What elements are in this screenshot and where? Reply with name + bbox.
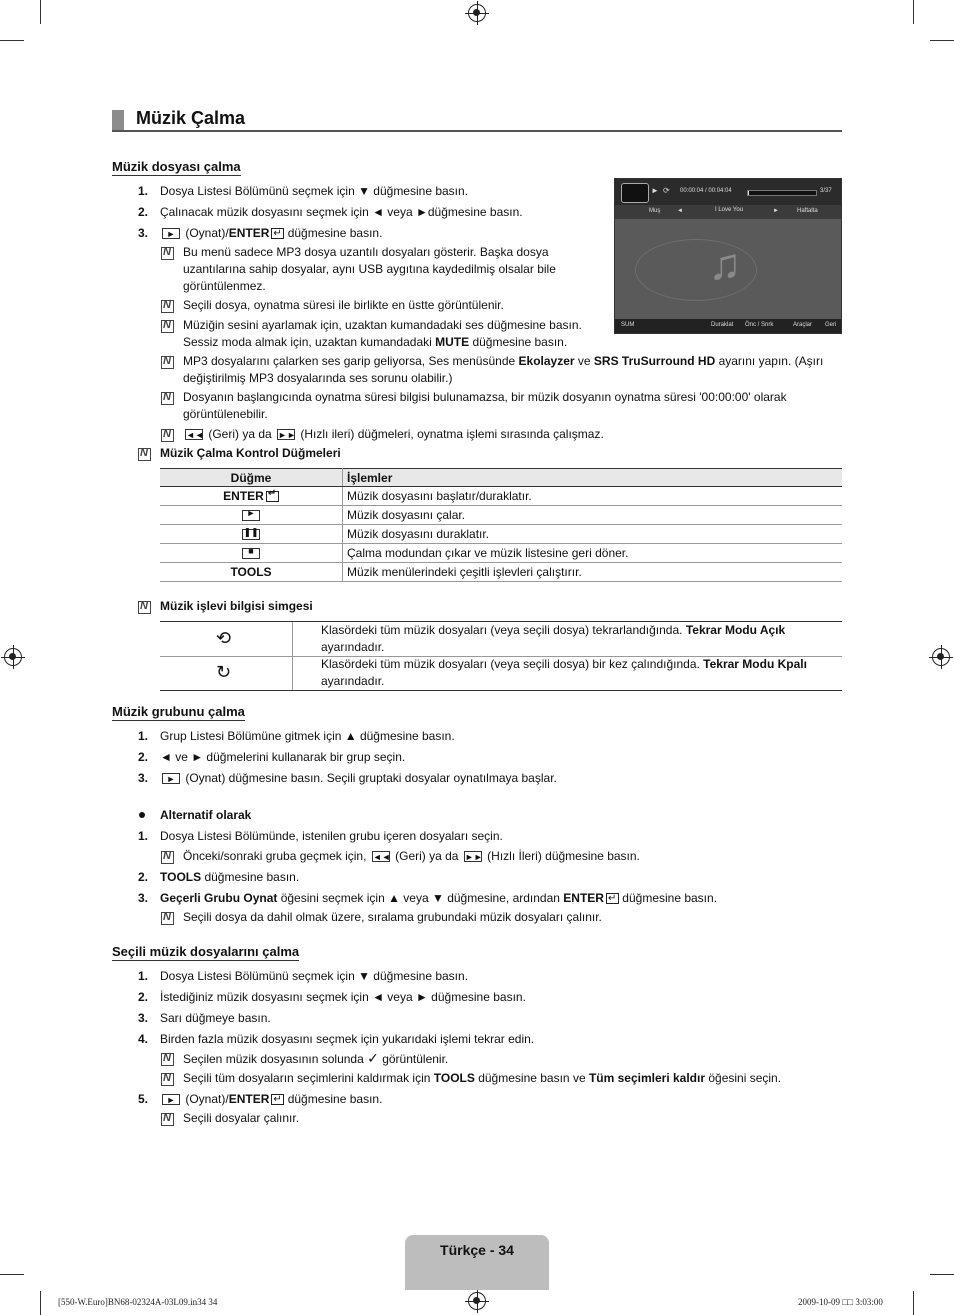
step-number: 4. xyxy=(137,1032,148,1046)
registration-mark-icon xyxy=(468,4,486,22)
next-track-label: Haftalta xyxy=(797,208,818,214)
step-text: Birden fazla müzik dosyasını seçmek için yukarıdaki işlemi tekrar edin. xyxy=(160,1032,535,1046)
table-row xyxy=(160,563,842,582)
pause-hint: Duraklat xyxy=(711,322,734,328)
note-text: değiştirilmiş MP3 dosyalarında ses sorunu olabilir.) xyxy=(183,371,453,385)
info-row: Klasördeki tüm müzik dosyaları (veya seçili dosya) bir kez çalındığında. Tekrar Modu Kpalı xyxy=(321,657,807,671)
note-text: uzantılarına sahip dosyalar, aynı USB aygıtına kaydedilmiş olsalar bile xyxy=(183,262,556,276)
back-hint: Geri xyxy=(825,322,837,328)
step-text: ► (Oynat) düğmesine basın. Seçili gruptaki dosyalar oynatılmaya başlar. xyxy=(160,770,557,787)
note-icon xyxy=(161,429,174,442)
progress-bar xyxy=(747,190,817,196)
button-cell: TOOLS xyxy=(160,563,343,582)
info-table-title: Müzik işlevi bilgisi simgesi xyxy=(160,599,313,613)
rewind-button-icon: ◄◄ xyxy=(186,430,204,441)
note-text: Seçili tüm dosyaların seçimlerini kaldırmak için TOOLS düğmesine basın ve Tüm seçimleri kaldır öğesini seçin. xyxy=(183,1071,782,1085)
crop-mark xyxy=(930,40,954,41)
crop-mark xyxy=(40,1291,41,1315)
device-label: SUM xyxy=(621,322,635,328)
step-text: Çalınacak müzik dosyasını seçmek için ◄ veya ►düğmesine basın. xyxy=(160,205,523,219)
step-number: 2. xyxy=(137,990,148,1004)
note-icon xyxy=(161,1073,174,1086)
step-number: 2. xyxy=(137,750,148,764)
print-meta-left: [550-W.Euro]BN68-02324A-03L09.in34 34 xyxy=(58,1297,218,1307)
play-button-icon: ► xyxy=(162,228,180,239)
play-button-icon: ► xyxy=(162,773,180,784)
step-text: TOOLS düğmesine basın. xyxy=(160,870,300,884)
action-cell: Müzik dosyasını duraklatır. xyxy=(343,525,843,544)
enter-icon xyxy=(606,893,619,904)
step-text: ► (Oynat)/ENTER↵ düğmesine basın. xyxy=(160,1091,382,1108)
step-text: Dosya Listesi Bölümünde, istenilen grubu içeren dosyaları seçin. xyxy=(160,829,503,843)
crop-mark xyxy=(40,0,41,24)
bullet-icon xyxy=(139,812,145,818)
right-arrow-icon: ► xyxy=(773,208,779,214)
alternative-title: Alternatif olarak xyxy=(160,808,252,822)
note-text: görüntülenebilir. xyxy=(183,407,268,421)
prev-track-label: Muş xyxy=(649,208,661,214)
action-cell: Çalma modundan çıkar ve müzik listesine geri döner. xyxy=(343,544,843,563)
note-icon xyxy=(161,356,174,369)
action-cell: Müzik dosyasını başlatır/duraklatır. xyxy=(343,487,843,506)
player-top-bar xyxy=(615,179,841,205)
step-number: 1. xyxy=(137,829,148,843)
info-row-cont: ayarındadır. xyxy=(321,674,385,688)
step-number: 3. xyxy=(137,771,148,785)
rewind-button-icon: ◄◄ xyxy=(372,852,391,863)
enter-icon xyxy=(271,228,284,239)
note-icon xyxy=(161,1113,174,1126)
fast-forward-button-icon: ►► xyxy=(278,430,296,441)
crop-mark xyxy=(913,0,914,24)
player-info-bar xyxy=(615,205,841,219)
section-heading-selected-files: Seçili müzik dosyalarını çalma xyxy=(112,944,300,959)
step-number: 3. xyxy=(137,891,148,905)
step-number: 1. xyxy=(137,729,148,743)
step-number: 2. xyxy=(137,870,148,884)
note-text: görüntülenmez. xyxy=(183,279,266,293)
note-icon xyxy=(138,448,151,461)
crop-mark xyxy=(0,40,24,41)
print-meta-right: 2009-10-09 □□ 3:03:00 xyxy=(798,1297,883,1307)
registration-mark-icon xyxy=(932,648,950,666)
pause-button-icon: ❚❚ xyxy=(242,529,260,540)
step-text: Dosya Listesi Bölümünü seçmek için ▼ düğmesine basın. xyxy=(160,184,469,198)
current-track-label: I Love You xyxy=(715,207,744,213)
table-row xyxy=(160,487,842,506)
play-time: 00:00:04 / 00:04:04 xyxy=(680,188,732,194)
table-header: Düğme xyxy=(160,469,343,487)
note-text: Dosyanın başlangıcında oynatma süresi bilgisi bulunamazsa, bir müzik dosyanın oynatma süresi '00:00:00' olarak xyxy=(183,390,787,404)
button-cell: ENTER↵ xyxy=(160,487,343,506)
action-cell: Müzik dosyasını çalar. xyxy=(343,506,843,525)
note-icon xyxy=(161,300,174,313)
note-icon xyxy=(161,912,174,925)
enter-icon xyxy=(266,491,279,502)
note-text: Seçili dosya, oynatma süresi ile birlikte en üstte görüntülenir. xyxy=(183,298,504,312)
table-header: İşlemler xyxy=(343,469,843,487)
step-text: Geçerli Grubu Oynat öğesini seçmek için ▲ veya ▼ düğmesine, ardından ENTER↵ düğmesine basın. xyxy=(160,890,717,907)
page-title: Müzik Çalma xyxy=(136,108,246,128)
music-note-icon: ♫ xyxy=(708,240,742,289)
action-cell: Müzik menülerindeki çeşitli işlevleri çalıştırır. xyxy=(343,563,843,582)
control-table-title: Müzik Çalma Kontrol Düğmeleri xyxy=(160,446,341,460)
step-text: Sarı düğmeye basın. xyxy=(160,1011,271,1025)
note-icon xyxy=(161,851,174,864)
note-text: Sessiz moda almak için, uzaktan kumandadaki MUTE düğmesine basın. xyxy=(183,335,568,349)
button-cell xyxy=(160,506,343,525)
crop-mark xyxy=(913,1291,914,1315)
decorative-swirl xyxy=(635,239,757,301)
track-count: 3/37 xyxy=(820,188,832,194)
repeat-off-icon: ↻ xyxy=(216,662,232,682)
info-row-cont: ayarındadır. xyxy=(321,640,385,654)
step-number: 1. xyxy=(137,184,148,198)
table-row xyxy=(160,506,842,525)
note-text: Müziğin sesini ayarlamak için, uzaktan kumandadaki ses düğmesine basın. xyxy=(183,318,582,332)
step-number: 3. xyxy=(137,1011,148,1025)
play-button-icon: ► xyxy=(242,510,260,521)
note-text: Seçili dosya da dahil olmak üzere, sıralama grubundaki müzik dosyaları çalınır. xyxy=(183,910,602,924)
checkmark-icon: ✓ xyxy=(367,1050,379,1066)
page-number: Türkçe - 34 xyxy=(440,1242,514,1258)
note-icon xyxy=(161,392,174,405)
step-text: Grup Listesi Bölümüne gitmek için ▲ düğmesine basın. xyxy=(160,729,455,743)
play-button-icon: ► xyxy=(162,1094,180,1105)
player-bottom-bar xyxy=(615,319,841,333)
step-number: 2. xyxy=(137,205,148,219)
stop-button-icon: ■ xyxy=(242,548,260,559)
control-buttons-table xyxy=(160,468,842,582)
note-icon xyxy=(161,320,174,333)
note-icon xyxy=(161,1053,174,1066)
note-text: Seçilen müzik dosyasının solunda ✓ görüntülenir. xyxy=(183,1050,449,1066)
info-row: Klasördeki tüm müzik dosyaları (veya seçili dosya) tekrarlandığında. Tekrar Modu Açık xyxy=(321,623,786,637)
left-arrow-icon: ◄ xyxy=(677,208,683,214)
table-row xyxy=(160,525,842,544)
step-number: 3. xyxy=(137,226,148,240)
title-rule xyxy=(112,130,842,132)
note-text: Önceki/sonraki gruba geçmek için, ◄◄ (Geri) ya da ►► (Hızlı İleri) düğmesine basın. xyxy=(183,849,640,863)
title-marker xyxy=(112,110,124,132)
section-heading-music-group: Müzik grubunu çalma xyxy=(112,704,245,719)
step-number: 1. xyxy=(137,969,148,983)
prev-next-hint: Önc / Snrk xyxy=(745,322,774,328)
info-icon-table xyxy=(160,621,842,691)
note-text: MP3 dosyalarını çalarken ses garip geliyorsa, Ses menüsünde Ekolayzer ve SRS TruSurround HD ayarını yapın. (Aşırı xyxy=(183,354,824,368)
crop-mark xyxy=(0,1274,24,1275)
music-player-screenshot xyxy=(614,178,842,334)
step-text: Dosya Listesi Bölümünü seçmek için ▼ düğmesine basın. xyxy=(160,969,469,983)
table-row xyxy=(160,544,842,563)
music-thumb-icon xyxy=(621,183,649,203)
tools-hint: Araçlar xyxy=(793,322,813,328)
section-heading-music-file: Müzik dosyası çalma xyxy=(112,159,241,174)
button-cell xyxy=(160,525,343,544)
registration-mark-icon xyxy=(468,1292,486,1310)
repeat-icon: ⟳ xyxy=(663,186,670,195)
note-icon xyxy=(161,247,174,260)
note-text: Seçili dosyalar çalınır. xyxy=(183,1111,300,1125)
step-text: ◄ ve ► düğmelerini kullanarak bir grup seçin. xyxy=(160,750,406,764)
enter-icon xyxy=(271,1094,284,1105)
repeat-on-icon: ⟲ xyxy=(216,628,232,648)
fast-forward-button-icon: ►► xyxy=(464,852,483,863)
crop-mark xyxy=(930,1274,954,1275)
note-text: ◄◄ (Geri) ya da ►► (Hızlı ileri) düğmeleri, oynatma işlemi sırasında çalışmaz. xyxy=(186,427,604,441)
step-text: İstediğiniz müzik dosyasını seçmek için ◄ veya ► düğmesine basın. xyxy=(160,990,526,1004)
button-cell xyxy=(160,544,343,563)
note-text: Bu menü sadece MP3 dosya uzantılı dosyaları gösterir. Başka dosya xyxy=(183,245,549,259)
play-icon: ► xyxy=(651,186,659,195)
step-text: ► (Oynat)/ENTER↵ düğmesine basın. xyxy=(160,225,382,242)
step-number: 5. xyxy=(137,1092,148,1106)
note-icon xyxy=(138,601,151,614)
registration-mark-icon xyxy=(4,648,22,666)
